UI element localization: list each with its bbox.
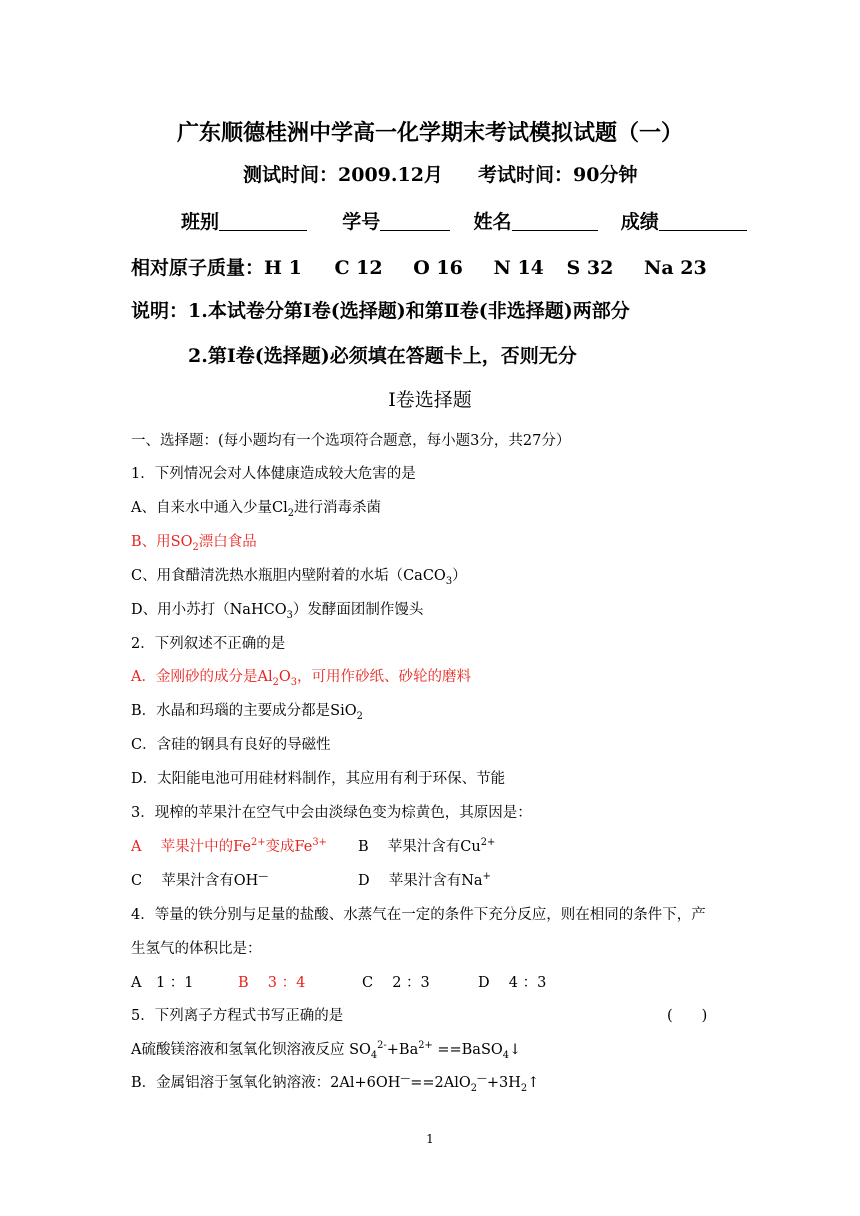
q1-stem: 1．下列情况会对人体健康造成较大危害的是 bbox=[131, 466, 416, 482]
exam-title: 广东顺德桂洲中学高一化学期末考试模拟试题（一） bbox=[176, 120, 683, 146]
q2-stem: 2．下列叙述不正确的是 bbox=[131, 636, 286, 652]
q4-stem-line-1: 4．等量的铁分别与足量的盐酸、水蒸气在一定的条件下充分反应，则在相同的条件下，产 bbox=[131, 907, 706, 923]
q5-option-a: A硫酸镁溶液和氢氧化钡溶液反应 $SO_4^{2-}+Ba^{2+}$ ==BaSO$_4$↓ bbox=[131, 1040, 522, 1061]
q5-option-b: B．金属铝溶于氢氧化钠溶液：$2Al+6OH^—==2AlO_2^—+3H_2↑$ bbox=[131, 1073, 540, 1094]
q1-option-c: C、用食醋清洗热水瓶胆内壁附着的水垢（CaCO$_3$） bbox=[131, 568, 467, 587]
note-1 bbox=[131, 296, 630, 323]
test-time: 测试时间：2009.12月 bbox=[243, 164, 443, 186]
q4-option-c: C 2 ：3 bbox=[362, 975, 430, 991]
mass-n: N 14 bbox=[493, 257, 544, 279]
q5-answer-paren: ( ) bbox=[667, 1008, 708, 1024]
class-blank[interactable] bbox=[219, 212, 307, 231]
q3-option-d: D 苹果汁含有Na+ bbox=[358, 871, 491, 889]
number-label: 学号 bbox=[342, 211, 381, 233]
note-2: 2.第Ⅰ卷(选择题)必须填在答题卡上，否则无分 bbox=[188, 345, 577, 367]
atomic-masses-label: 相对原子质量： bbox=[131, 257, 265, 279]
name-blank[interactable] bbox=[512, 212, 598, 231]
q4-option-d: D 4 ：3 bbox=[478, 975, 547, 991]
atomic-masses-row bbox=[131, 253, 707, 280]
mass-h: H 1 bbox=[264, 257, 302, 279]
score-label: 成绩 bbox=[620, 211, 659, 233]
section-title: Ⅰ卷选择题 bbox=[388, 389, 472, 411]
mass-c: C 12 bbox=[334, 257, 383, 279]
q3-option-c: C 苹果汁含有OH— bbox=[131, 871, 269, 889]
q4-option-a: A 1 ：1 bbox=[131, 975, 194, 991]
number-blank[interactable] bbox=[380, 212, 450, 231]
q5-stem: 5．下列离子方程式书写正确的是 bbox=[131, 1008, 344, 1024]
q2-option-d: D．太阳能电池可用硅材料制作，其应用有利于环保、节能 bbox=[131, 771, 506, 787]
q2-option-b: B．水晶和玛瑙的主要成分都是SiO$_2$ bbox=[131, 703, 363, 722]
q4-option-b-answer: B 3 ：4 bbox=[238, 975, 306, 991]
class-label: 班别 bbox=[181, 211, 220, 233]
note-1-text: 1.本试卷分第Ⅰ卷(选择题)和第Ⅱ卷(非选择题)两部分 bbox=[188, 300, 630, 322]
q3-option-a-answer: A 苹果汁中的$Fe^{2+}$变成$Fe^{3+}$ bbox=[131, 837, 327, 855]
q4-stem-line-2: 生氢气的体积比是： bbox=[131, 941, 262, 957]
q3-stem: 3．现榨的苹果汁在空气中会由淡绿色变为棕黄色，其原因是： bbox=[131, 805, 532, 821]
score-blank[interactable] bbox=[659, 212, 747, 231]
section-instructions: 一、选择题：(每小题均有一个选项符合题意，每小题3分，共27分） bbox=[131, 433, 571, 449]
page-number: 1 bbox=[426, 1132, 434, 1146]
q1-option-b-answer: B、用$SO_2$漂白食品 bbox=[131, 534, 257, 553]
notes-label: 说明： bbox=[131, 300, 189, 322]
q3-option-b: B 苹果汁含有$Cu^{2+}$ bbox=[358, 837, 496, 855]
q2-option-c: C．含硅的钢具有良好的导磁性 bbox=[131, 737, 331, 753]
mass-o: O 16 bbox=[413, 257, 463, 279]
name-label: 姓名 bbox=[473, 211, 512, 233]
student-info-row bbox=[181, 207, 747, 234]
mass-s: S 32 bbox=[566, 257, 614, 279]
q1-option-d: D、用小苏打（NaHCO$_3$）发酵面团制作馒头 bbox=[131, 602, 424, 621]
exam-duration: 考试时间：90分钟 bbox=[478, 164, 638, 186]
q2-option-a-answer: A．金刚砂的成分是$Al_2O_3$，可用作砂纸、砂轮的磨料 bbox=[131, 669, 472, 688]
q1-option-a: A、自来水中通入少量$Cl_2$进行消毒杀菌 bbox=[131, 500, 381, 519]
mass-na: Na 23 bbox=[643, 257, 707, 279]
